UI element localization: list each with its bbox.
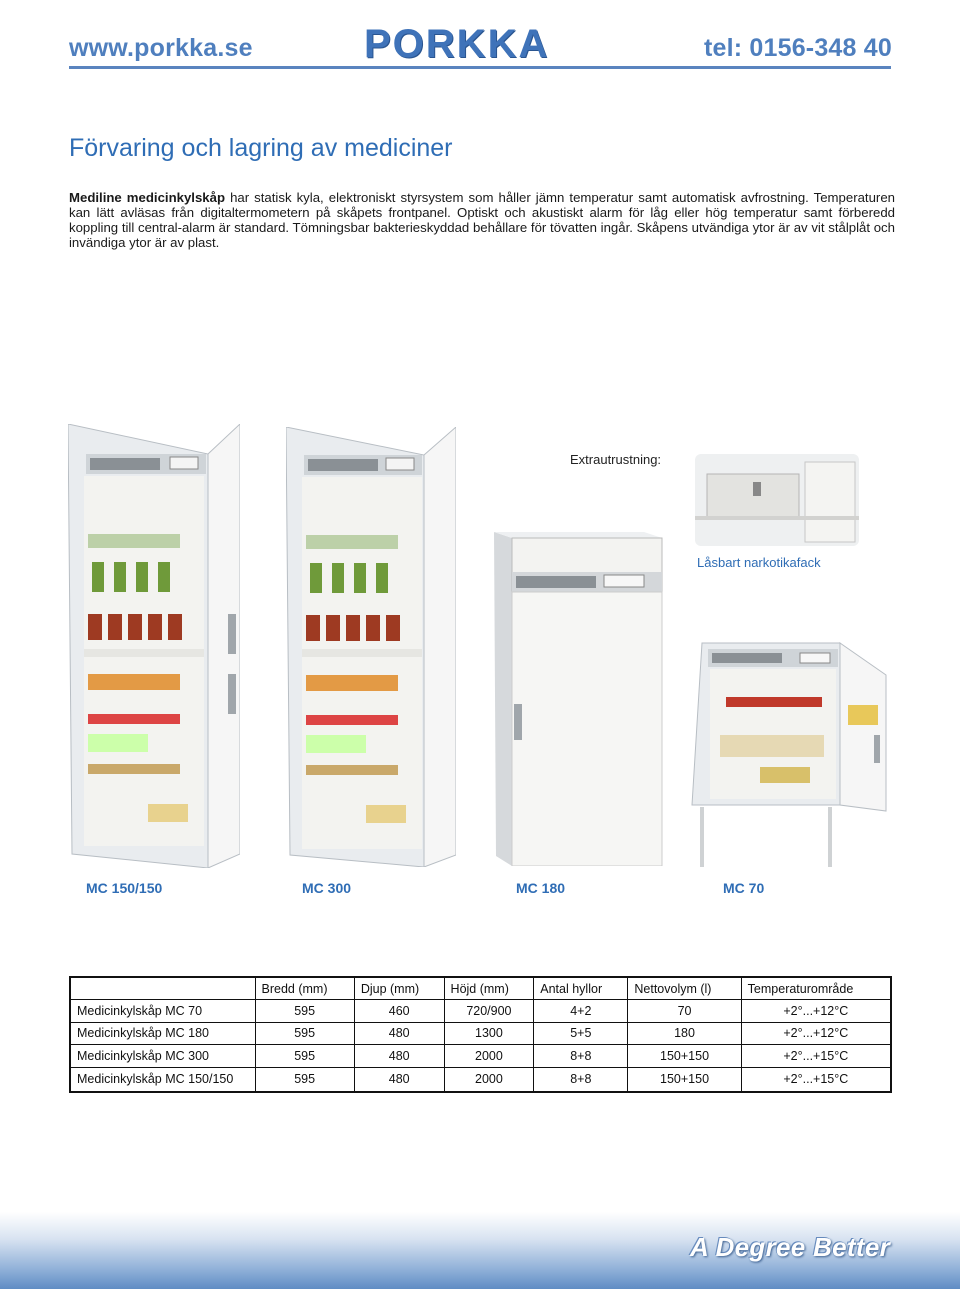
table-header-cell: Antal hyllor [534, 977, 628, 1000]
table-cell: 2000 [444, 1067, 534, 1092]
table-row [70, 1000, 891, 1023]
table-cell: 8+8 [534, 1067, 628, 1092]
table-cell: +2°...+15°C [741, 1067, 891, 1092]
table-cell: 2000 [444, 1045, 534, 1068]
table-cell: 595 [255, 1045, 354, 1068]
model-label-mc180: MC 180 [516, 880, 566, 896]
fridge-mc150-image [68, 424, 240, 868]
table-cell: Medicinkylskåp MC 180 [70, 1022, 255, 1045]
table-cell: 480 [354, 1067, 444, 1092]
table-cell: 595 [255, 1000, 354, 1023]
page-title: Förvaring och lagring av mediciner [69, 134, 453, 162]
table-row [70, 1022, 891, 1045]
narcotics-compartment-image [695, 454, 859, 546]
table-cell: 5+5 [534, 1022, 628, 1045]
table-cell: Medicinkylskåp MC 70 [70, 1000, 255, 1023]
table-cell: 480 [354, 1045, 444, 1068]
phone-number: tel: 0156-348 40 [703, 34, 892, 62]
fridge-mc70-image [690, 635, 890, 867]
spec-table [69, 976, 892, 1093]
table-cell: 595 [255, 1022, 354, 1045]
table-cell: 480 [354, 1022, 444, 1045]
table-cell: 180 [628, 1022, 741, 1045]
header-divider [69, 66, 891, 69]
table-cell: 70 [628, 1000, 741, 1023]
intro-paragraph [69, 190, 895, 250]
table-cell: 595 [255, 1067, 354, 1092]
intro-text: har statisk kyla, elektroniskt styrsystem som håller jämn temperatur samt automatisk avfrostning. Temperaturen kan lätt avläsas från digitaltermometern på skåpets frontpanel. Optiskt och akustiskt alarm för låg eller hög temperatur samt förberedd koppling till central-alarm är standard. Tömningsbar bakterieskyddad behållare för tövatten ingår. Skåpens utvändiga ytor är av vit stålplåt och invändiga ytor är av plast. [69, 190, 895, 250]
porkka-logo: PORKKA [364, 22, 550, 66]
table-cell: 150+150 [628, 1067, 741, 1092]
table-row [70, 1067, 891, 1092]
model-label-mc150: MC 150/150 [86, 880, 163, 896]
extras-item-label: Låsbart narkotikafack [697, 555, 821, 570]
table-cell: 460 [354, 1000, 444, 1023]
model-label-mc300: MC 300 [302, 880, 352, 896]
table-header-cell: Nettovolym (l) [628, 977, 741, 1000]
table-header-cell: Djup (mm) [354, 977, 444, 1000]
table-cell: 720/900 [444, 1000, 534, 1023]
table-cell: 150+150 [628, 1045, 741, 1068]
table-cell: 4+2 [534, 1000, 628, 1023]
table-cell: +2°...+12°C [741, 1022, 891, 1045]
table-cell: +2°...+15°C [741, 1045, 891, 1068]
table-cell: +2°...+12°C [741, 1000, 891, 1023]
extras-heading: Extrautrustning: [570, 452, 662, 467]
table-header-cell [70, 977, 255, 1000]
website-url: www.porkka.se [69, 34, 253, 62]
footer-slogan: A Degree Better [689, 1232, 890, 1262]
fridge-mc300-image [286, 427, 456, 867]
model-label-mc70: MC 70 [723, 880, 765, 896]
table-cell: Medicinkylskåp MC 150/150 [70, 1067, 255, 1092]
intro-lead: Mediline medicinkylskåp [69, 190, 226, 205]
fridge-mc180-image [494, 532, 664, 866]
table-cell: 1300 [444, 1022, 534, 1045]
table-row [70, 1045, 891, 1068]
table-header-cell: Höjd (mm) [444, 977, 534, 1000]
table-cell: 8+8 [534, 1045, 628, 1068]
table-cell: Medicinkylskåp MC 300 [70, 1045, 255, 1068]
table-header-cell: Temperaturområde [741, 977, 891, 1000]
table-header-row [70, 977, 891, 1000]
table-header-cell: Bredd (mm) [255, 977, 354, 1000]
